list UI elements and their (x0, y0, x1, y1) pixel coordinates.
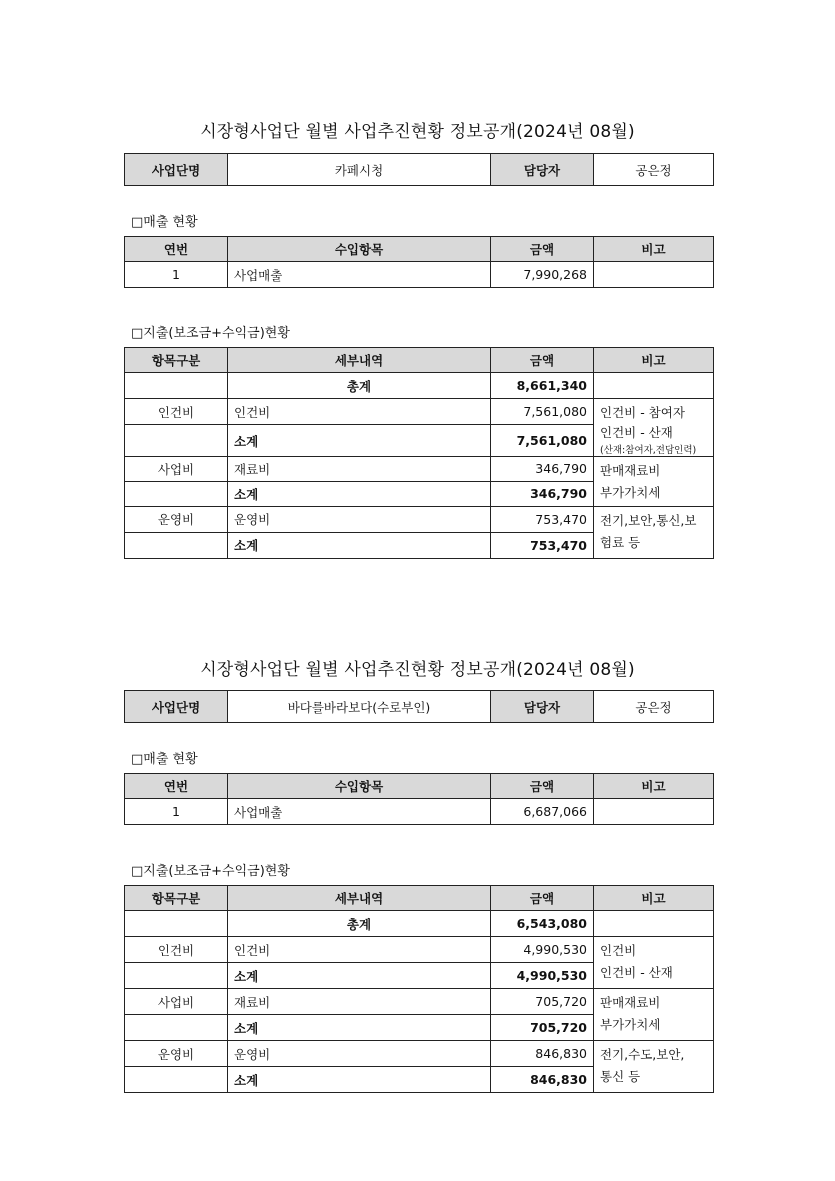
sales-header-item: 수입항목 (228, 774, 491, 799)
subtotal-amount: 846,830 (491, 1067, 594, 1093)
table-row (125, 399, 714, 425)
report-2-info-table (124, 690, 714, 723)
report-1-sales-table (124, 236, 714, 288)
subtotal-amount: 346,790 (491, 481, 594, 506)
amount-cell: 346,790 (491, 456, 594, 481)
amount-cell: 846,830 (491, 1041, 594, 1067)
amount-cell: 705,720 (491, 989, 594, 1015)
sales-header-note: 비고 (594, 774, 714, 799)
sales-header-no: 연번 (125, 237, 228, 262)
table-row (125, 506, 714, 532)
note-line: 인건비 (600, 943, 637, 958)
amount-cell: 753,470 (491, 506, 594, 532)
report-1-expense-section-title: □지출(보조금+수익금)현황 (131, 326, 290, 341)
subtotal-amount: 7,561,080 (491, 425, 594, 456)
subtotal-label: 소계 (228, 963, 491, 989)
subtotal-amount: 753,470 (491, 532, 594, 558)
note-cell (594, 1041, 714, 1093)
sales-header-amount: 금액 (491, 237, 594, 262)
amount-cell: 4,990,530 (491, 937, 594, 963)
note-line: 부가가치세 (600, 1016, 661, 1032)
item-cell: 인건비 (228, 399, 491, 425)
expense-header-note: 비고 (594, 886, 714, 911)
sales-note (594, 799, 714, 825)
table-row (125, 937, 714, 963)
note-line: 부가가치세 (600, 484, 661, 500)
table-row (125, 1041, 714, 1067)
expense-header-category: 항목구분 (125, 348, 228, 373)
sales-amount: 7,990,268 (491, 262, 594, 288)
team-label: 사업단명 (125, 154, 228, 186)
note-cell (594, 989, 714, 1041)
table-row (125, 989, 714, 1015)
total-amount: 6,543,080 (491, 911, 594, 937)
expense-header-detail: 세부내역 (228, 886, 491, 911)
report-1-info-table (124, 153, 714, 186)
report-2-expense-section-title: □지출(보조금+수익금)현황 (131, 864, 290, 879)
subtotal-label: 소계 (228, 1015, 491, 1041)
subtotal-label: 소계 (228, 1067, 491, 1093)
note-line: 전기,수도,보안, (600, 1047, 685, 1062)
note-line: 험료 등 (600, 534, 641, 550)
total-label: 총계 (228, 911, 491, 937)
expense-header-note: 비고 (594, 348, 714, 373)
note-line: 판매재료비 (600, 462, 661, 478)
subtotal-amount: 705,720 (491, 1015, 594, 1041)
item-cell: 재료비 (228, 456, 491, 481)
category-cell: 인건비 (125, 399, 228, 425)
subtotal-amount: 4,990,530 (491, 963, 594, 989)
subtotal-label: 소계 (228, 532, 491, 558)
report-1-expense-table (124, 347, 714, 559)
category-cell: 사업비 (125, 456, 228, 481)
category-cell: 인건비 (125, 937, 228, 963)
manager-name: 공은정 (594, 154, 714, 186)
manager-name: 공은정 (594, 691, 714, 723)
report-2-sales-table (124, 773, 714, 825)
sales-item: 사업매출 (228, 262, 491, 288)
sales-header-amount: 금액 (491, 774, 594, 799)
manager-label: 담당자 (491, 154, 594, 186)
report-1-sales-section-title: □매출 현황 (131, 215, 198, 230)
note-small: (산재:참여자,전담인력) (600, 444, 697, 456)
table-row (125, 262, 714, 288)
report-2-expense-table (124, 885, 714, 1093)
expense-header-category: 항목구분 (125, 886, 228, 911)
expense-header-detail: 세부내역 (228, 348, 491, 373)
sales-header-item: 수입항목 (228, 237, 491, 262)
category-cell: 운영비 (125, 1041, 228, 1067)
note-line: 판매재료비 (600, 995, 661, 1010)
item-cell: 운영비 (228, 506, 491, 532)
team-label: 사업단명 (125, 691, 228, 723)
note-line: 통신 등 (600, 1068, 641, 1084)
total-row (125, 373, 714, 399)
expense-header-amount: 금액 (491, 348, 594, 373)
subtotal-label: 소계 (228, 481, 491, 506)
sales-header-no: 연번 (125, 774, 228, 799)
sales-note (594, 262, 714, 288)
category-cell: 사업비 (125, 989, 228, 1015)
note-line: 인건비 - 산재 (600, 424, 673, 440)
team-name: 카페시청 (228, 154, 491, 186)
note-cell (594, 399, 714, 457)
subtotal-label: 소계 (228, 425, 491, 456)
expense-header-amount: 금액 (491, 886, 594, 911)
sales-header-note: 비고 (594, 237, 714, 262)
sales-no: 1 (125, 799, 228, 825)
report-2-sales-section-title: □매출 현황 (131, 752, 198, 767)
table-row (125, 456, 714, 481)
note-cell (594, 456, 714, 506)
note-line: 인건비 - 참여자 (600, 405, 685, 420)
sales-amount: 6,687,066 (491, 799, 594, 825)
item-cell: 인건비 (228, 937, 491, 963)
sales-item: 사업매출 (228, 799, 491, 825)
report-2-title: 시장형사업단 월별 사업추진현황 정보공개(2024년 08월) (200, 660, 635, 680)
sales-no: 1 (125, 262, 228, 288)
total-label: 총계 (228, 373, 491, 399)
manager-label: 담당자 (491, 691, 594, 723)
note-line: 인건비 - 산재 (600, 964, 673, 980)
team-name: 바다를바라보다(수로부인) (228, 691, 491, 723)
table-row (125, 799, 714, 825)
item-cell: 운영비 (228, 1041, 491, 1067)
note-cell (594, 506, 714, 558)
category-cell: 운영비 (125, 506, 228, 532)
item-cell: 재료비 (228, 989, 491, 1015)
note-cell (594, 937, 714, 989)
total-row (125, 911, 714, 937)
note-line: 전기,보안,통신,보 (600, 512, 697, 528)
amount-cell: 7,561,080 (491, 399, 594, 425)
report-1-title: 시장형사업단 월별 사업추진현황 정보공개(2024년 08월) (200, 122, 635, 142)
total-amount: 8,661,340 (491, 373, 594, 399)
